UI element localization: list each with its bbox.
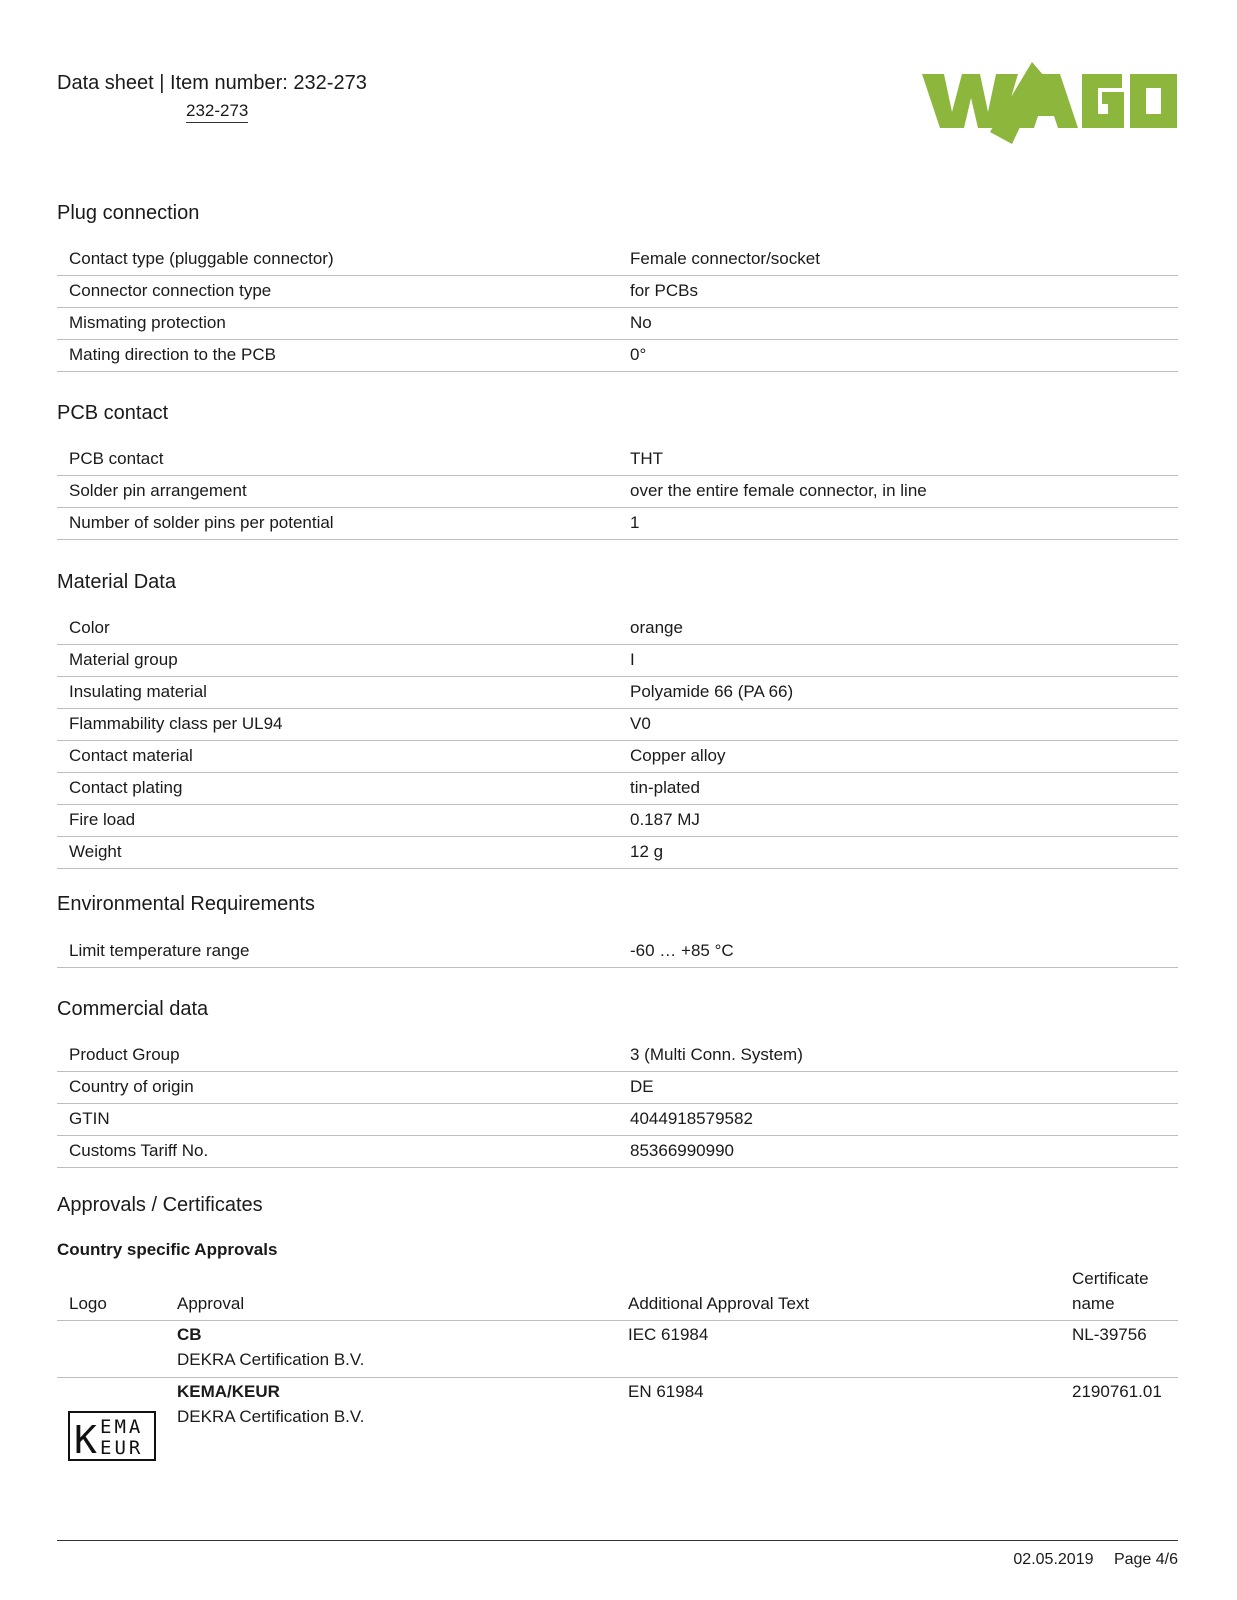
row-value: for PCBs — [630, 281, 699, 300]
approval-org: DEKRA Certification B.V. — [177, 1350, 365, 1369]
table-row — [57, 936, 1178, 968]
kema-keur-logo-eur: EUR — [100, 1437, 144, 1459]
table-row — [57, 709, 1178, 741]
row-value: orange — [630, 618, 683, 637]
table-row — [57, 805, 1178, 837]
table-row — [57, 677, 1178, 709]
row-value: No — [630, 313, 652, 332]
row-value: THT — [630, 449, 664, 468]
approval-name: KEMA/KEUR — [177, 1382, 280, 1401]
approval-org: DEKRA Certification B.V. — [177, 1407, 365, 1426]
table-row — [57, 741, 1178, 773]
pcb-contact-table — [57, 444, 1178, 540]
row-key: Contact type (pluggable connector) — [69, 249, 334, 268]
approval-row-cb — [57, 1321, 1178, 1378]
header-logo: Logo — [69, 1294, 107, 1313]
row-key: Country of origin — [69, 1077, 194, 1096]
table-row — [57, 1072, 1178, 1104]
row-value: 0.187 MJ — [630, 810, 700, 829]
certificate-name: NL-39756 — [1072, 1325, 1147, 1344]
row-key: Mismating protection — [69, 313, 226, 332]
approval-additional-text: IEC 61984 — [628, 1325, 709, 1344]
header-approval: Approval — [177, 1294, 245, 1313]
row-key: Limit temperature range — [69, 941, 250, 960]
row-value: -60 … +85 °C — [630, 941, 734, 960]
row-value: over the entire female connector, in line — [630, 481, 927, 500]
row-key: Color — [69, 618, 110, 637]
row-key: Flammability class per UL94 — [69, 714, 283, 733]
row-value: I — [630, 650, 635, 669]
row-value: 12 g — [630, 842, 664, 861]
table-row — [57, 1136, 1178, 1168]
table-row — [57, 773, 1178, 805]
table-row — [57, 276, 1178, 308]
table-row — [57, 837, 1178, 869]
environmental-table — [57, 936, 1178, 968]
wago-logo — [922, 60, 1177, 144]
kema-keur-logo-ema: EMA — [100, 1416, 144, 1438]
footer-page-number: Page 4/6 — [1113, 1551, 1178, 1568]
row-key: Product Group — [69, 1045, 180, 1064]
table-row — [57, 508, 1178, 540]
approval-name: CB — [177, 1325, 202, 1344]
table-row — [57, 340, 1178, 372]
row-key: Insulating material — [69, 682, 207, 701]
table-row — [57, 1104, 1178, 1136]
row-key: Mating direction to the PCB — [69, 345, 276, 364]
row-value: 4044918579582 — [630, 1109, 753, 1128]
table-row — [57, 613, 1178, 645]
row-value: DE — [630, 1077, 654, 1096]
section-title-plug-connection: Plug connection — [57, 202, 200, 224]
row-key: Solder pin arrangement — [69, 481, 247, 500]
row-value: Copper alloy — [630, 746, 726, 765]
row-key: Weight — [69, 842, 122, 861]
certificate-name: 2190761.01 — [1072, 1382, 1162, 1401]
row-value: V0 — [630, 714, 651, 733]
footer — [997, 1551, 1178, 1569]
row-key: Material group — [69, 650, 178, 669]
row-key: Contact plating — [69, 778, 183, 797]
table-row — [57, 444, 1178, 476]
row-value: 1 — [630, 513, 640, 532]
section-title-commercial-data: Commercial data — [57, 998, 209, 1020]
row-key: Contact material — [69, 746, 193, 765]
kema-keur-logo — [68, 1411, 156, 1461]
section-title-environmental-requirements: Environmental Requirements — [57, 893, 315, 915]
row-key: Fire load — [69, 810, 136, 829]
header-additional-text: Additional Approval Text — [628, 1294, 810, 1313]
row-value: tin-plated — [630, 778, 700, 797]
row-value: 3 (Multi Conn. System) — [630, 1045, 803, 1064]
approval-additional-text: EN 61984 — [628, 1382, 704, 1401]
commercial-data-table — [57, 1040, 1178, 1168]
approvals-subtitle: Country specific Approvals — [57, 1240, 278, 1259]
table-row — [57, 1040, 1178, 1072]
row-key: Connector connection type — [69, 281, 272, 300]
document-title: Data sheet | Item number: 232-273 — [57, 72, 367, 94]
header-certificate-line2: name — [1072, 1294, 1115, 1313]
row-key: PCB contact — [69, 449, 164, 468]
approval-row-kema-keur — [57, 1378, 1178, 1468]
row-key: GTIN — [69, 1109, 110, 1128]
table-row — [57, 476, 1178, 508]
row-value: Female connector/socket — [630, 249, 820, 268]
section-title-material-data: Material Data — [57, 571, 176, 593]
row-value: Polyamide 66 (PA 66) — [630, 682, 794, 701]
kema-keur-logo-k: K — [74, 1418, 97, 1461]
table-row — [57, 308, 1178, 340]
footer-divider — [57, 1540, 1178, 1541]
plug-connection-table — [57, 244, 1178, 372]
table-row — [57, 244, 1178, 276]
section-title-approvals: Approvals / Certificates — [57, 1194, 263, 1216]
row-key: Number of solder pins per potential — [69, 513, 334, 532]
row-value: 85366990990 — [630, 1141, 735, 1160]
row-value: 0° — [630, 345, 647, 364]
footer-date: 02.05.2019 — [1013, 1551, 1094, 1568]
item-number-link[interactable]: 232-273 — [186, 101, 248, 123]
approvals-table-header — [57, 1264, 1178, 1321]
material-data-table — [57, 613, 1178, 869]
section-title-pcb-contact: PCB contact — [57, 402, 169, 424]
table-row — [57, 645, 1178, 677]
header-certificate-line1: Certificate — [1072, 1269, 1149, 1288]
row-key: Customs Tariff No. — [69, 1141, 209, 1160]
